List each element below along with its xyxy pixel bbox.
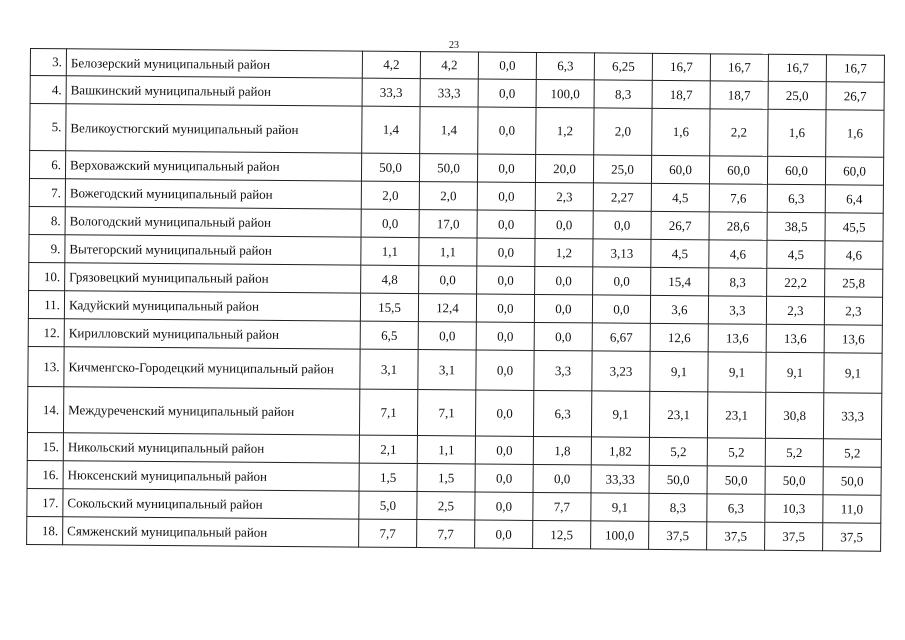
value-cell: 8,3: [709, 268, 767, 296]
value-cell: 5,0: [359, 491, 417, 519]
value-cell: 16,7: [768, 54, 826, 81]
row-number: 15.: [27, 432, 63, 460]
value-cell: 4,2: [420, 52, 478, 79]
value-cell: 0,0: [475, 492, 533, 520]
value-cell: 7,7: [417, 520, 475, 548]
value-cell: 4,6: [709, 240, 767, 268]
value-cell: 9,1: [766, 352, 824, 392]
value-cell: 33,3: [362, 78, 420, 106]
table-row: [27, 386, 881, 439]
row-number: 7.: [29, 178, 65, 206]
district-name: Сямженский муниципальный район: [63, 517, 359, 547]
district-name: Вашкинский муниципальный район: [66, 76, 362, 106]
value-cell: 1,4: [362, 106, 420, 153]
value-cell: 9,1: [650, 351, 708, 391]
value-cell: 60,0: [709, 156, 767, 184]
value-cell: 0,0: [361, 209, 419, 237]
value-cell: 1,1: [419, 238, 477, 266]
value-cell: 12,5: [533, 520, 591, 548]
value-cell: 1,2: [535, 238, 593, 266]
value-cell: 33,3: [823, 393, 881, 439]
row-number: 12.: [28, 318, 64, 346]
value-cell: 11,0: [823, 495, 881, 523]
district-name: Верховажский муниципальный район: [65, 151, 361, 181]
value-cell: 50,0: [707, 466, 765, 494]
value-cell: 18,7: [652, 80, 710, 108]
value-cell: 37,5: [707, 522, 765, 550]
value-cell: 9,1: [591, 391, 649, 437]
value-cell: 0,0: [478, 107, 536, 154]
value-cell: 20,0: [535, 154, 593, 182]
value-cell: 0,0: [419, 266, 477, 294]
value-cell: 6,3: [707, 494, 765, 522]
value-cell: 0,0: [592, 295, 650, 323]
value-cell: 0,0: [476, 294, 534, 322]
value-cell: 16,7: [826, 55, 884, 82]
value-cell: 1,2: [536, 107, 594, 154]
value-cell: 37,5: [649, 521, 707, 549]
value-cell: 4,5: [651, 239, 709, 267]
value-cell: 12,4: [418, 294, 476, 322]
value-cell: 12,6: [650, 323, 708, 351]
table-row: [30, 104, 884, 158]
value-cell: 3,13: [593, 239, 651, 267]
value-cell: 26,7: [651, 211, 709, 239]
value-cell: 1,5: [359, 463, 417, 491]
value-cell: 4,2: [362, 51, 420, 78]
value-cell: 2,0: [361, 181, 419, 209]
value-cell: 15,4: [651, 267, 709, 295]
value-cell: 60,0: [825, 157, 883, 185]
value-cell: 15,5: [360, 293, 418, 321]
value-cell: 18,7: [710, 81, 768, 109]
value-cell: 50,0: [419, 154, 477, 182]
value-cell: 100,0: [591, 521, 649, 549]
value-cell: 6,5: [360, 321, 418, 349]
value-cell: 28,6: [709, 212, 767, 240]
value-cell: 1,1: [361, 237, 419, 265]
row-number: 18.: [27, 516, 63, 544]
value-cell: 0,0: [477, 210, 535, 238]
district-name: Великоустюгский муниципальный район: [66, 104, 362, 153]
value-cell: 6,25: [594, 53, 652, 80]
table-row: [27, 516, 881, 551]
value-cell: 5,2: [649, 437, 707, 465]
value-cell: 1,6: [826, 110, 884, 157]
value-cell: 33,33: [591, 465, 649, 493]
row-number: 14.: [27, 386, 63, 432]
value-cell: 50,0: [823, 467, 881, 495]
district-table: [26, 48, 885, 552]
value-cell: 13,6: [708, 324, 766, 352]
value-cell: 0,0: [534, 322, 592, 350]
value-cell: 3,6: [650, 295, 708, 323]
value-cell: 0,0: [593, 267, 651, 295]
value-cell: 0,0: [477, 182, 535, 210]
row-number: 9.: [29, 234, 65, 262]
value-cell: 2,3: [824, 297, 882, 325]
value-cell: 9,1: [708, 352, 766, 392]
value-cell: 38,5: [767, 212, 825, 240]
value-cell: 0,0: [476, 322, 534, 350]
value-cell: 6,67: [592, 323, 650, 351]
value-cell: 1,1: [417, 436, 475, 464]
value-cell: 45,5: [825, 213, 883, 241]
value-cell: 2,27: [593, 183, 651, 211]
value-cell: 25,0: [768, 81, 826, 109]
value-cell: 13,6: [824, 325, 882, 353]
district-name: Кирилловский муниципальный район: [64, 319, 360, 349]
value-cell: 4,5: [767, 240, 825, 268]
value-cell: 8,3: [649, 493, 707, 521]
value-cell: 3,3: [534, 350, 592, 390]
value-cell: 5,2: [765, 438, 823, 466]
value-cell: 0,0: [534, 294, 592, 322]
value-cell: 0,0: [475, 464, 533, 492]
district-name: Вытегорский муниципальный район: [65, 235, 361, 265]
row-number: 5.: [30, 104, 66, 151]
value-cell: 0,0: [478, 52, 536, 79]
district-name: Кичменгско-Городецкий муниципальный район: [64, 347, 360, 389]
value-cell: 2,5: [417, 492, 475, 520]
value-cell: 60,0: [767, 156, 825, 184]
value-cell: 2,3: [535, 182, 593, 210]
district-name: Нюксенский муниципальный район: [63, 461, 359, 491]
value-cell: 2,1: [359, 435, 417, 463]
value-cell: 25,8: [825, 269, 883, 297]
value-cell: 0,0: [477, 266, 535, 294]
district-name: Сокольский муниципальный район: [63, 489, 359, 519]
value-cell: 0,0: [478, 79, 536, 107]
value-cell: 6,3: [533, 390, 591, 436]
value-cell: 0,0: [475, 520, 533, 548]
row-number: 17.: [27, 488, 63, 516]
row-number: 10.: [29, 262, 65, 290]
value-cell: 0,0: [477, 238, 535, 266]
value-cell: 6,4: [825, 185, 883, 213]
value-cell: 1,82: [591, 437, 649, 465]
row-number: 11.: [28, 290, 64, 318]
value-cell: 100,0: [536, 79, 594, 107]
value-cell: 17,0: [419, 210, 477, 238]
row-number: 4.: [30, 76, 66, 104]
value-cell: 4,5: [651, 183, 709, 211]
value-cell: 13,6: [766, 324, 824, 352]
value-cell: 0,0: [535, 210, 593, 238]
value-cell: 30,8: [765, 392, 823, 438]
value-cell: 25,0: [593, 155, 651, 183]
value-cell: 1,5: [417, 464, 475, 492]
value-cell: 16,7: [652, 53, 710, 80]
value-cell: 2,0: [419, 182, 477, 210]
value-cell: 1,4: [420, 107, 478, 154]
value-cell: 7,1: [359, 389, 417, 435]
value-cell: 3,1: [418, 350, 476, 390]
value-cell: 2,0: [594, 108, 652, 155]
value-cell: 26,7: [826, 82, 884, 110]
page-number: 23: [449, 40, 459, 51]
value-cell: 1,6: [652, 108, 710, 155]
value-cell: 33,3: [420, 79, 478, 107]
value-cell: 3,23: [592, 351, 650, 391]
value-cell: 6,3: [536, 52, 594, 79]
value-cell: 7,6: [709, 184, 767, 212]
value-cell: 0,0: [476, 350, 534, 390]
district-name: Вожегодский муниципальный район: [65, 179, 361, 209]
value-cell: 3,3: [708, 296, 766, 324]
value-cell: 37,5: [823, 523, 881, 551]
district-name: Никольский муниципальный район: [63, 433, 359, 463]
value-cell: 7,7: [533, 492, 591, 520]
value-cell: 0,0: [535, 266, 593, 294]
value-cell: 10,3: [765, 494, 823, 522]
value-cell: 7,7: [359, 519, 417, 547]
district-name: Белозерский муниципальный район: [66, 49, 362, 78]
value-cell: 9,1: [591, 493, 649, 521]
value-cell: 23,1: [649, 391, 707, 437]
value-cell: 50,0: [361, 153, 419, 181]
value-cell: 23,1: [707, 392, 765, 438]
value-cell: 4,6: [825, 241, 883, 269]
district-name: Междуреченский муниципальный район: [63, 387, 359, 435]
row-number: 16.: [27, 460, 63, 488]
value-cell: 16,7: [710, 54, 768, 81]
value-cell: 0,0: [475, 436, 533, 464]
value-cell: 2,3: [766, 296, 824, 324]
value-cell: 4,8: [361, 265, 419, 293]
value-cell: 1,6: [768, 109, 826, 156]
value-cell: 37,5: [765, 522, 823, 550]
district-name: Кадуйский муниципальный район: [64, 291, 360, 321]
table-row: [28, 346, 882, 393]
value-cell: 50,0: [765, 466, 823, 494]
value-cell: 0,0: [533, 464, 591, 492]
district-name: Грязовецкий муниципальный район: [65, 263, 361, 293]
value-cell: 3,1: [360, 349, 418, 389]
value-cell: 60,0: [651, 155, 709, 183]
value-cell: 5,2: [823, 439, 881, 467]
value-cell: 0,0: [475, 390, 533, 436]
value-cell: 0,0: [477, 154, 535, 182]
value-cell: 2,2: [710, 109, 768, 156]
value-cell: 50,0: [649, 465, 707, 493]
value-cell: 1,8: [533, 436, 591, 464]
value-cell: 8,3: [594, 80, 652, 108]
value-cell: 5,2: [707, 438, 765, 466]
value-cell: 7,1: [417, 390, 475, 436]
value-cell: 9,1: [824, 353, 882, 393]
district-name: Вологодский муниципальный район: [65, 207, 361, 237]
value-cell: 22,2: [767, 268, 825, 296]
row-number: 6.: [29, 151, 65, 179]
value-cell: 0,0: [593, 211, 651, 239]
value-cell: 6,3: [767, 184, 825, 212]
value-cell: 0,0: [418, 322, 476, 350]
row-number: 3.: [30, 49, 66, 76]
row-number: 8.: [29, 206, 65, 234]
row-number: 13.: [28, 346, 64, 386]
